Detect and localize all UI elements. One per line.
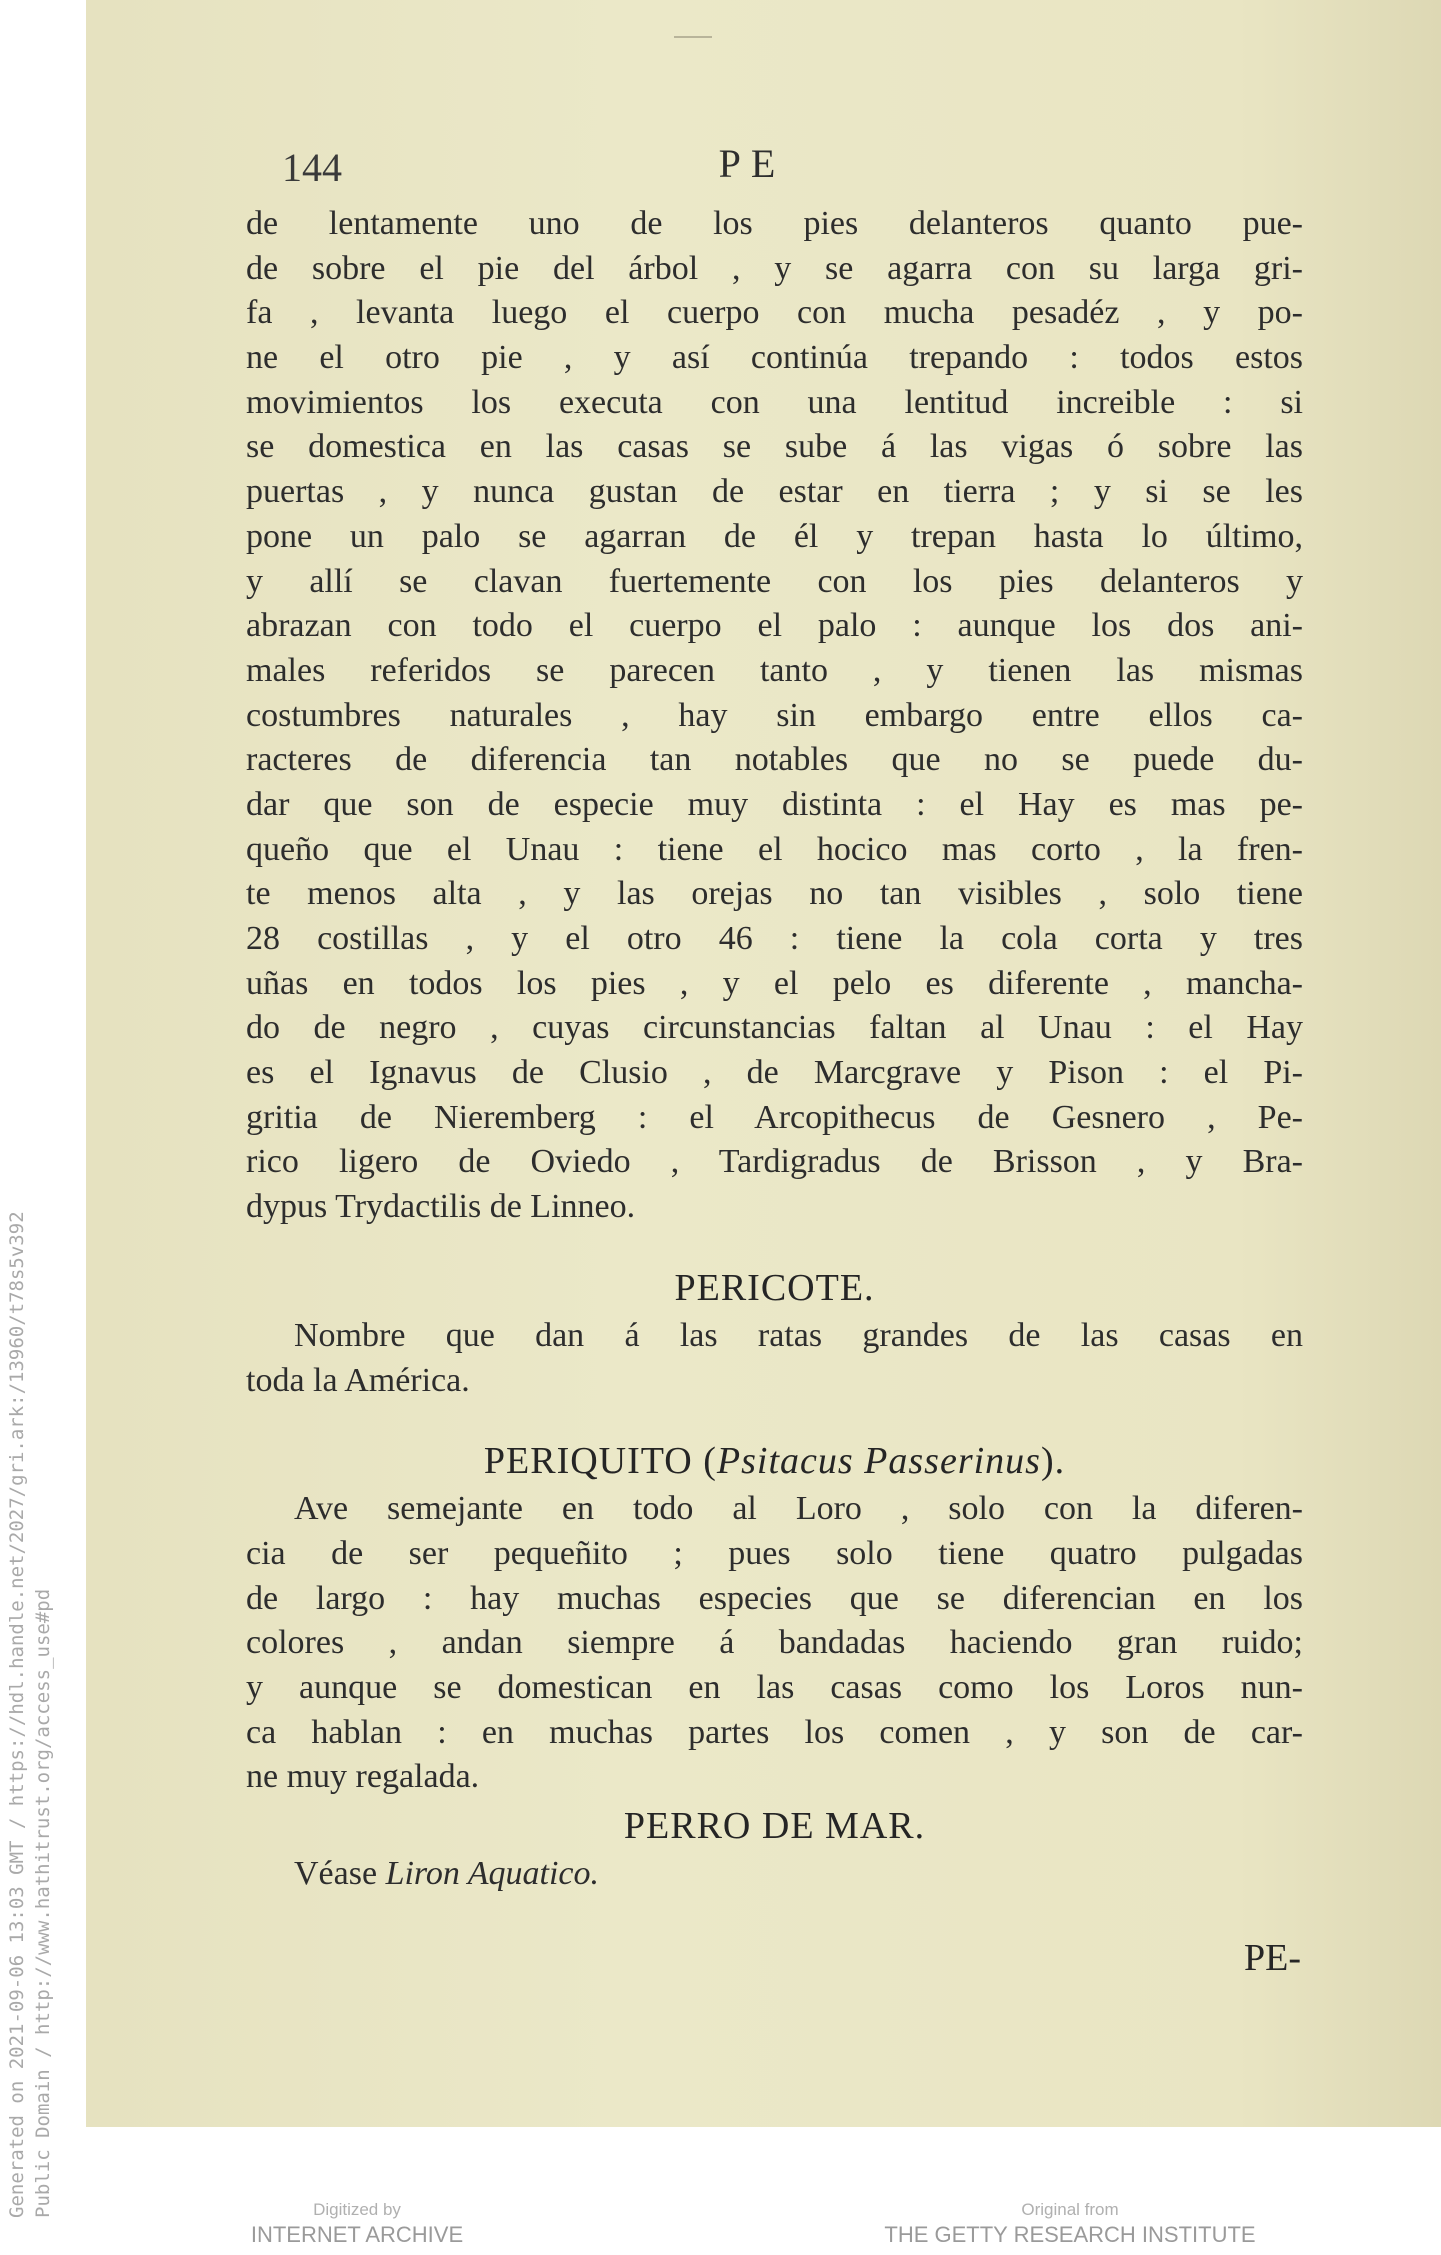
pericote-entry <box>246 1262 1303 1403</box>
text-line: ne muy regalada. <box>246 1758 480 1796</box>
text-line: movimientos los executa con una lentitud increible : si <box>246 383 1303 421</box>
text-line: de largo : hay muchas especies que se diferencian en los <box>246 1579 1303 1617</box>
text-line: uñas en todos los pies , y el pelo es diferente , mancha- <box>246 964 1303 1002</box>
stamp-line-2: Public Domain / http://www.hathitrust.org/access_use#pd <box>32 1588 54 2218</box>
footer-left-source: INTERNET ARCHIVE <box>250 2222 464 2247</box>
text-line: costumbres naturales , hay sin embargo entre ellos ca- <box>246 696 1303 734</box>
running-head: PE <box>718 141 786 186</box>
text-line: Nombre que dan á las ratas grandes de las casas en <box>294 1316 1303 1354</box>
page-mark <box>674 36 712 38</box>
text-line: pone un palo se agarran de él y trepan hasta lo último, <box>246 517 1303 555</box>
paren-open: ( <box>703 1440 717 1483</box>
text-line: toda la América. <box>246 1361 470 1399</box>
page-header <box>0 140 1441 200</box>
footer-left-caption: Digitized by <box>313 2200 401 2219</box>
text-line: fa , levanta luego el cuerpo con mucha pesadéz , y po- <box>246 294 1303 332</box>
paren-close: ). <box>1040 1440 1066 1483</box>
access-stamp-text <box>4 1211 56 2218</box>
footer-original-from <box>880 2200 1260 2248</box>
text-line: queño que el Unau : tiene el hocico mas corto , la fren- <box>246 830 1303 868</box>
text-line: de lentamente uno de los pies delanteros quanto pue- <box>246 205 1303 242</box>
footer-right-caption: Original from <box>1021 2200 1119 2219</box>
text-line: ne el otro pie , y así continúa trepando : todos estos <box>246 339 1303 377</box>
page-text <box>246 202 1303 1897</box>
cross-reference-target: Liron Aquatico. <box>385 1855 600 1892</box>
footer <box>0 2200 1441 2255</box>
text-line: y allí se clavan fuertemente con los pies delanteros y <box>246 562 1303 600</box>
text-line: es el Ignavus de Clusio , de Marcgrave y Pison : el Pi- <box>246 1054 1303 1092</box>
text-line: colores , andan siempre á bandadas haciendo gran ruido; <box>246 1624 1303 1662</box>
text-line: do de negro , cuyas circunstancias faltan al Unau : el Hay <box>246 1009 1303 1047</box>
section-gap <box>246 1403 1303 1435</box>
text-line: puertas , y nunca gustan de estar en tierra ; y si se les <box>246 473 1303 511</box>
text-line: cia de ser pequeñito ; pues solo tiene quatro pulgadas <box>246 1534 1303 1572</box>
latin-name: Psitacus Passerinus <box>716 1440 1041 1483</box>
section-gap <box>246 1230 1303 1262</box>
entry-title-perro: PERRO DE MAR. <box>623 1805 926 1847</box>
text-line: racteres de diferencia tan notables que no se puede du- <box>246 741 1303 779</box>
text-line: abrazan con todo el cuerpo el palo : aunque los dos ani- <box>246 607 1303 645</box>
footer-digitized-by <box>247 2200 467 2248</box>
text-line: gritia de Nieremberg : el Arcopithecus de Gesnero , Pe- <box>246 1098 1303 1136</box>
periquito-entry <box>246 1435 1303 1800</box>
text-line: ca hablan : en muchas partes los comen , y son de car- <box>246 1713 1303 1751</box>
entry-title-periquito <box>246 1435 1303 1487</box>
text-line: dypus Trydactilis de Linneo. <box>246 1188 636 1226</box>
page-number: 144 <box>282 145 342 190</box>
vease-label: Véase <box>294 1855 378 1892</box>
footer-right-source: THE GETTY RESEARCH INSTITUTE <box>884 2222 1256 2247</box>
access-stamp <box>0 0 70 2255</box>
stamp-line-1: Generated on 2021-09-06 13:03 GMT / https://hdl.handle.net/2027/gri.ark:/13960/t78s5v392 <box>6 1211 28 2218</box>
entry-title-text: PERIQUITO <box>483 1440 693 1483</box>
cross-reference <box>246 1852 1303 1897</box>
text-line: dar que son de especie muy distinta : el Hay es mas pe- <box>246 785 1303 823</box>
text-line: males referidos se parecen tanto , y tienen las mismas <box>246 651 1303 689</box>
perro-entry <box>246 1800 1303 1897</box>
text-line: de sobre el pie del árbol , y se agarra con su larga gri- <box>246 249 1303 287</box>
text-line: te menos alta , y las orejas no tan visibles , solo tiene <box>246 875 1303 913</box>
text-line: se domestica en las casas se sube á las vigas ó sobre las <box>246 428 1303 466</box>
catchword: PE- <box>1244 1937 1301 1979</box>
text-line: 28 costillas , y el otro 46 : tiene la cola corta y tres <box>246 920 1303 957</box>
text-line: Ave semejante en todo al Loro , solo con la diferen- <box>294 1490 1303 1528</box>
text-line: y aunque se domestican en las casas como los Loros nun- <box>246 1668 1303 1706</box>
text-line: rico ligero de Oviedo , Tardigradus de Brisson , y Bra- <box>246 1143 1303 1181</box>
entry-title-pericote: PERICOTE. <box>674 1266 875 1309</box>
hay-entry-continuation <box>246 202 1303 1230</box>
